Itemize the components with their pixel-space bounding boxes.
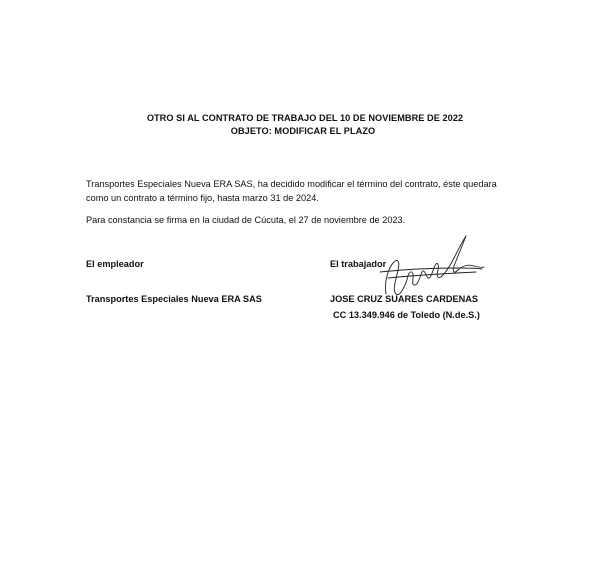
body-paragraph-line-1: Transportes Especiales Nueva ERA SAS, ha decidido modificar el término del contrato, éste quedara [86,179,497,189]
document-subject: OBJETO: MODIFICAR EL PLAZO [230,126,376,136]
worker-name: JOSE CRUZ SUARES CARDENAS [330,294,479,304]
document-title: OTRO SI AL CONTRATO DE TRABAJO DEL 10 DE NOVIEMBRE DE 2022 [146,113,464,123]
worker-id: CC 13.349.946 de Toledo (N.de.S.) [333,310,480,320]
worker-label: El trabajador [330,259,387,269]
employer-name: Transportes Especiales Nueva ERA SAS [86,294,262,304]
employer-label: El empleador [86,259,144,269]
signing-statement: Para constancia se firma en la ciudad de Cúcuta, el 27 de noviembre de 2023. [86,215,406,225]
body-paragraph-line-2: como un contrato a término fijo, hasta marzo 31 de 2024. [86,193,319,203]
